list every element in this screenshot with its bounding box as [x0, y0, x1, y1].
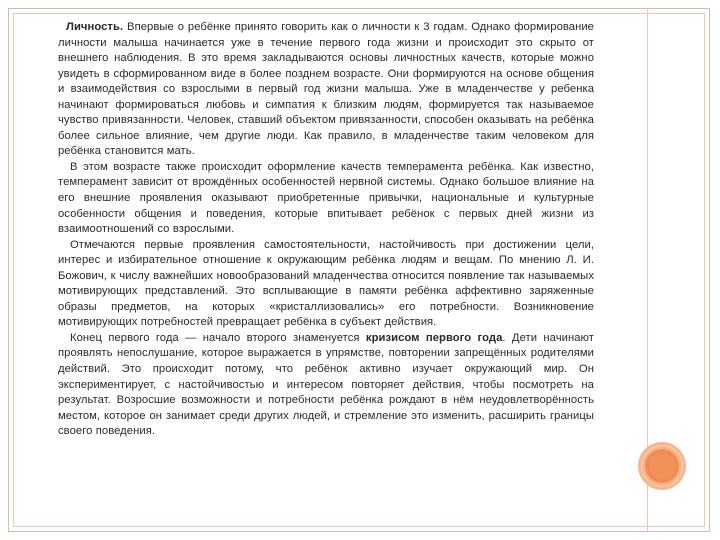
paragraph-text: . Дети начинают проявлять непослушание, которое выражается в упрямстве, повторении запрещённых родителями действий. Это происходит потому, что ребёнок активно изучает окружающий мир. Он экспериментирует, с настойчивостью и интересом повторяет действия, чтобы посмотреть на результат. Возросшие возможности и потребности ребёнка рождают в нём неудовлетворённость местом, которое он занимает среди других людей, и стремление это изменить, расширить границы своего поведения. [58, 331, 595, 438]
paragraph-personality [58, 20, 594, 160]
heading-term: Личность. [66, 21, 124, 33]
paragraph-crisis [58, 331, 594, 440]
crisis-term: кризисом первого года [365, 331, 503, 344]
paragraph-text: Впервые о ребёнке принято говорить как о личности к 3 годам. Однако формирование личности малыша начинается уже в течение первого года жизни и происходит это скрыто от внешнего наблюдения. В это время закладываются основы личностных качеств, которые можно увидеть в сформированном виде в более позднем возрасте. Они формируются на основе общения и взаимодействия со взрослыми в первый год жизни малыша. Уже в младенчестве у ребенка начинают формироваться любовь и симпатия к близким людям, формируется так называемое чувство привязанности. Человек, ставший объектом привязанности, способен оказывать на ребёнка более сильное влияние, чем другие люди. Как правило, в младенчестве таким человеком для ребёнка становится мать. [58, 21, 594, 158]
document-body [58, 20, 594, 502]
orange-circle-ornament-icon [637, 441, 687, 491]
paragraph-text: Конец первого года — начало второго знаменуется [70, 331, 366, 344]
paragraph-temperament: В этом возрасте также происходит оформление качеств темперамента ребёнка. Как известно, темперамент зависит от врождённых особенностей нервной системы. Однако большое влияние на его внешние проявления оказывают приобретенные привычки, национальные и культурные особенности общения и поведения, которые впитывает ребёнок с первых дней жизни из взаимоотношений со взрослыми. [58, 160, 594, 236]
paragraph-independence: Отмечаются первые проявления самостоятельности, настойчивость при достижении цели, интерес и избирательное отношение к окружающим ребёнка людям и вещам. По мнению Л. И. Божович, к числу важнейших новообразований младенчества относится появление так называемых мотивирующих представлений. Это всплывающие в памяти ребёнка аффективно заряженные образы предметов, на которых «кристаллизовались» его потребности. Возникновение мотивирующих потребностей превращает ребёнка в субъект действия. [58, 238, 594, 329]
